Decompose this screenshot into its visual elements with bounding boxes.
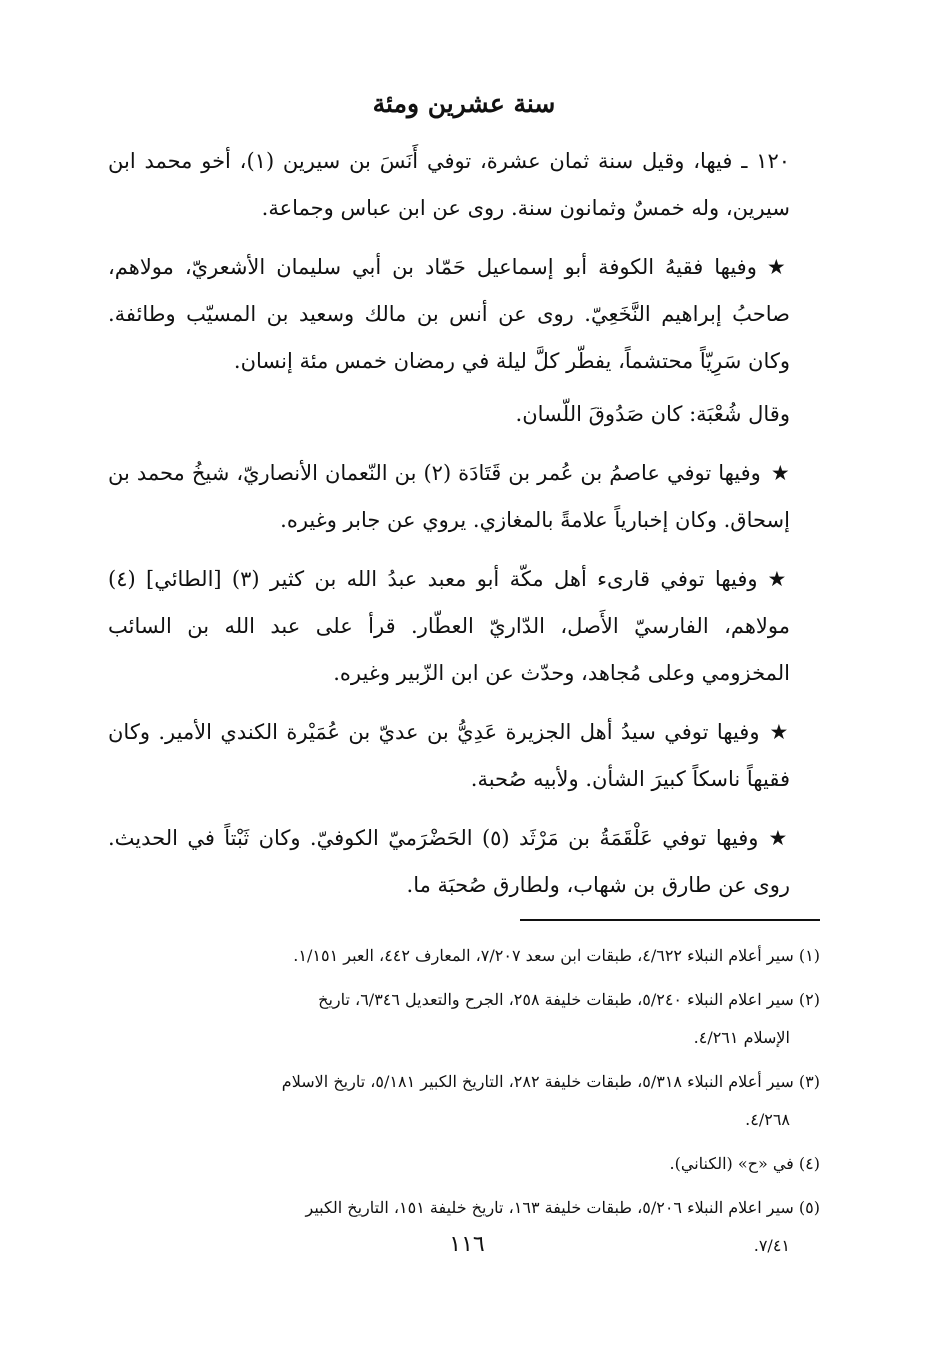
footnote-3 [108,1063,820,1139]
entry-120 [108,138,820,232]
entry-text: وفيها توفي عَلْقَمَةُ بن مَرْثَد (٥) الحَضْرَميّ الكوفيّ. وكان ثَبْتاً في الحديث. روى عن طارق بن شهاب، ولطارق صُحبَة ما. [108,826,790,897]
footnote-continuation: ٧/٤١. [753,1236,790,1255]
entry-adi [108,709,820,803]
entry-text: وقال شُعْبَة: كان صَدُوقَ اللّسان. [515,402,790,426]
footnote-2 [108,981,820,1057]
footnote-text: (٥) سير اعلام النبلاء ٥/٢٠٦، طبقات خليفة ١٦٣، تاريخ خليفة ١٥١، التاريخ الكبير [305,1198,820,1217]
page-number: ١١٦ [449,1232,485,1257]
star-icon: ★ [767,567,791,591]
footnote-text: (٤) في «ح» (الكناني). [669,1154,820,1173]
page-title: سنة عشرين ومئة [372,89,556,118]
footnote-continuation: الإسلام ٤/٢٦١. [693,1028,790,1047]
star-icon: ★ [766,255,791,279]
entry-text: وفيها توفي عاصمُ بن عُمر بن قَتَادَة (٢) بن النّعمان الأنصاريّ، شيخُ محمد بن إسحاق. وكان إخبارياً علامةً بالمغازي. يروي عن جابر وغيره. [108,461,790,532]
page-body [108,84,820,1271]
entry-text: وفيها فقيهُ الكوفة أبو إسماعيل حَمّاد بن أبي سليمان الأشعريّ، مولاهم، صاحبُ إبراهيم النَّخَعِيّ. روى عن أنس بن مالك وسعيد بن المسيّب وطائفة. وكان سَرِيّاً محتشماً، يفطّر كلَّ ليلة في رمضان خمس مئة إنسان. [108,255,790,373]
footnote-continuation: ٤/٢٦٨. [745,1110,790,1129]
entry-hammad [108,244,820,385]
entry-asim [108,450,820,544]
star-icon: ★ [768,826,790,850]
entry-ibn-kathir [108,556,820,697]
footnote-1 [108,937,820,975]
star-icon: ★ [770,461,790,485]
footnote-text: (٣) سير أعلام النبلاء ٥/٣١٨، طبقات خليفة ٢٨٢، التاريخ الكبير ٥/١٨١، تاريخ الاسلام [281,1072,820,1091]
entry-shuba-quote [108,391,820,438]
entry-text: وفيها توفي قارىء أهل مكّة أبو معبد عبدُ الله بن كثير (٣) [الطائي] (٤) مولاهم، الفارسيّ الأَصل، الدّاريّ العطّار. قرأ على عبد الله بن السائب المخزومي وعلى مُجاهد، وحدّث عن ابن الزّبير وغيره. [108,567,790,685]
footnote-divider [520,919,820,921]
footnote-text: (١) سير أعلام النبلاء ٤/٦٢٢، طبقات ابن سعد ٧/٢٠٧، المعارف ٤٤٢، العبر ١/١٥١. [293,946,820,965]
entry-text: وفيها توفي سيدُ أهل الجزيرة عَدِيُّ بن عديّ بن عُمَيْرة الكندي الأمير. وكان فقيهاً ناسكاً كبيرَ الشأن. ولأبيه صُحبة. [108,720,790,791]
footnote-text: (٢) سير اعلام النبلاء ٥/٢٤٠، طبقات خليفة ٢٥٨، الجرح والتعديل ٦/٣٤٦، تاريخ [318,990,820,1009]
star-icon: ★ [769,720,791,744]
entry-alqama [108,815,820,909]
footnote-4 [108,1145,820,1183]
entry-text: ١٢٠ ـ فيها، وقيل سنة ثمان عشرة، توفي أَنَسَ بن سيرين (١)، أخو محمد ابن سيرين، وله خمسٌ وثمانون سنة. روى عن ابن عباس وجماعة. [108,149,791,220]
